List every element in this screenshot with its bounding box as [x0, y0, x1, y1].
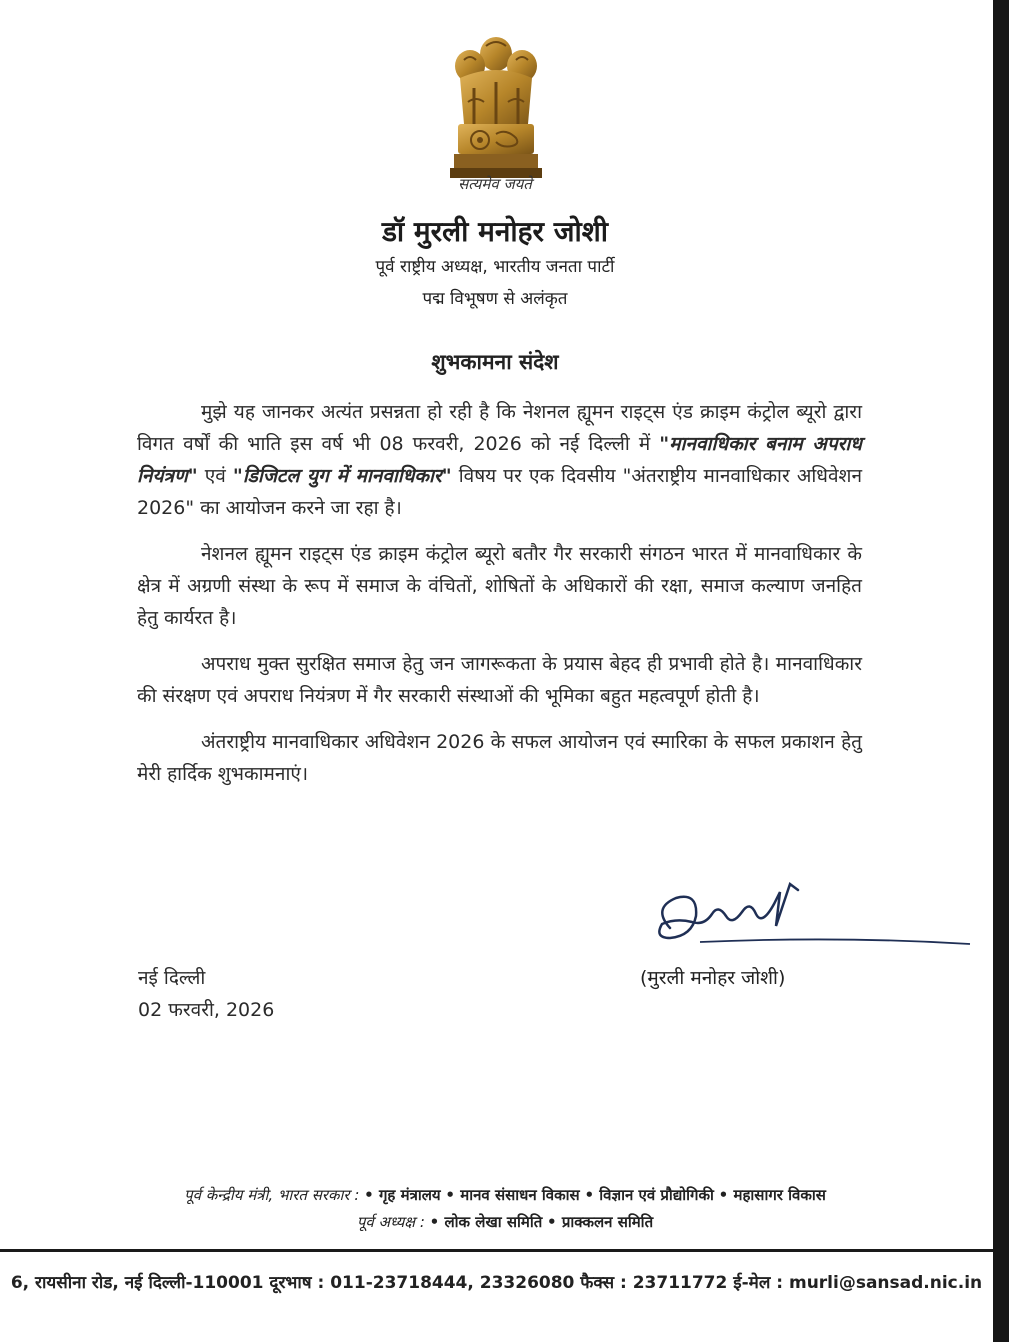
paragraph-2: नेशनल ह्यूमन राइट्स एंड क्राइम कंट्रोल ब्यूरो बतौर गैर सरकारी संगठन भारत में मानवाधिकार के क्षेत्र में अग्रणी संस्था के रूप में समाज के वंचितों, शोषितों के अधिकारों की रक्षा, समाज कल्याण जनहित हेतु कार्यरत है।: [137, 543, 862, 629]
national-motto: सत्यमेव जयते: [458, 175, 532, 193]
page-edge-border: [993, 0, 1009, 1342]
former-chair-line: पूर्व अध्यक्ष : • लोक लेखा समिति • प्राक्कलन समिति: [356, 1213, 654, 1231]
place: नई दिल्ली: [138, 967, 206, 989]
date: 02 फरवरी, 2026: [138, 999, 275, 1021]
footer-divider: [0, 1249, 993, 1252]
honour: पद्म विभूषण से अलंकृत: [422, 289, 568, 309]
paragraph-3: अपराध मुक्त सुरक्षित समाज हेतु जन जागरूकता के प्रयास बेहद ही प्रभावी होते है। मानवाधिकार की संरक्षण एवं अपराध नियंत्रण में गैर सरकारी संस्थाओं की भूमिका बहुत महत्वपूर्ण होती है।: [137, 653, 862, 707]
contact-address: 6, रायसीना रोड, नई दिल्ली-110001 दूरभाष : 011-23718444, 23326080 फैक्स : 23711772 ई-मेल : murli@sansad.nic.in: [10, 1273, 983, 1293]
letterhead-name: डॉ मुरली मनोहर जोशी: [381, 215, 609, 248]
signatory-name: (मुरली मनोहर जोशी): [640, 967, 786, 989]
place-date: [138, 962, 274, 1026]
ashoka-lion-emblem-icon: [440, 32, 552, 182]
designation: पूर्व राष्ट्रीय अध्यक्ष, भारतीय जनता पार्टी: [375, 257, 615, 277]
topic-2: "डिजिटल युग में मानवाधिकार": [232, 465, 452, 487]
letter-heading: शुभकामना संदेश: [431, 350, 559, 374]
paragraph-1: मुझे यह जानकर अत्यंत प्रसन्नता हो रही है कि नेशनल ह्यूमन राइट्स एंड क्राइम कंट्रोल ब्यूरो द्वारा विगत वर्षों की भाति इस वर्ष भी 08 फरवरी, 2026 को नई दिल्ली में "मानवाधिकार बनाम अपराध नियंत्रण" एवं "डिजिटल युग में मानवाधिकार" विषय पर एक दिवसीय "अंतराष्ट्रीय मानवाधिकार अधिवेशन 2026" का आयोजन करने जा रहा है।: [137, 401, 862, 519]
letter-body: [137, 396, 862, 804]
topic-1: "मानवाधिकार बनाम अपराध नियंत्रण": [137, 433, 862, 487]
former-minister-line: पूर्व केन्द्रीय मंत्री, भारत सरकार : • गृह मंत्रालय • मानव संसाधन विकास • विज्ञान एवं प्रौद्योगिकी • महासागर विकास: [184, 1186, 826, 1204]
paragraph-4: अंतराष्ट्रीय मानवाधिकार अधिवेशन 2026 के सफल आयोजन एवं स्मारिका के सफल प्रकाशन हेतु मेरी हार्दिक शुभकामनाएं।: [137, 731, 862, 785]
handwritten-signature: [640, 880, 980, 960]
